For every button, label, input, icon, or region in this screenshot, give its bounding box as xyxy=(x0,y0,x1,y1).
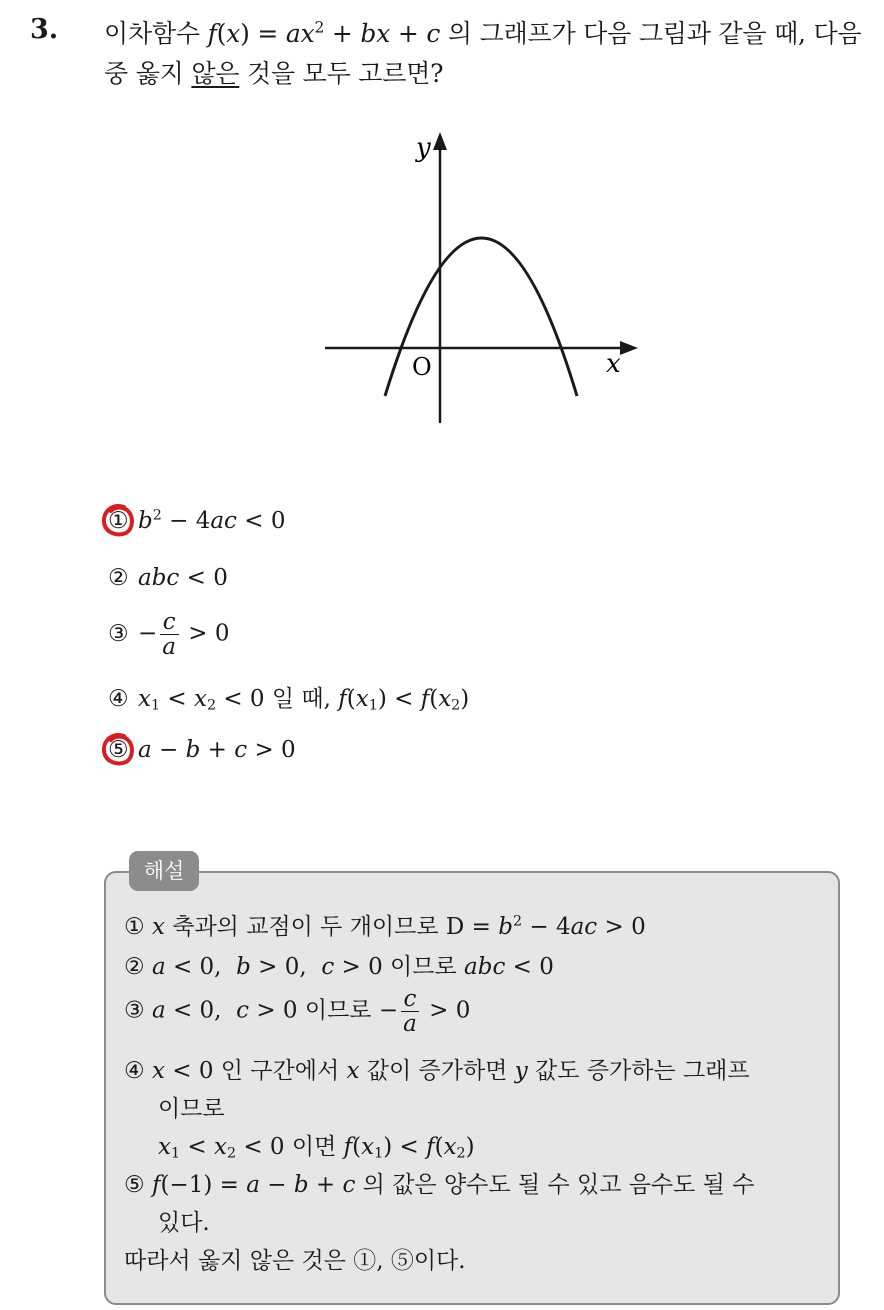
y-axis-arrow xyxy=(433,132,447,150)
y-label: y xyxy=(416,133,431,163)
question-number: 3. xyxy=(30,14,59,45)
solution-line-2: ② a < 0, b > 0, c > 0 이므로 abc < 0 xyxy=(124,954,554,980)
x-label: x xyxy=(606,349,621,379)
solution-line-5: ⑤ f(−1) = a − b + c 의 값은 양수도 될 수 있고 음수도 될 수 xyxy=(124,1172,755,1198)
solution-line-5b: 있다. xyxy=(158,1210,210,1236)
choice-1[interactable]: ① $b^2 - 4ac < 0$ xyxy=(108,507,286,534)
choice-4[interactable]: ④ $x_1 < x_2 < 0$ 일 때, $f(x_1) < f(x_2)$ xyxy=(108,686,470,714)
solution-line-3: ③ a < 0, c > 0 이므로 − $\frac{c}{a}$ > 0 xyxy=(124,986,471,1038)
x-axis-arrow xyxy=(620,341,638,355)
choice-5-circle-mark xyxy=(100,731,136,767)
parabola-graph xyxy=(320,128,650,428)
solution-conclusion: 따라서 옳지 않은 것은 ①, ⑤이다. xyxy=(124,1248,466,1274)
solution-line-1: ① x 축과의 교점이 두 개이므로 $D = b^2 - 4ac > 0$ xyxy=(124,913,646,940)
question-line-2: 중 옳지 않은 것을 모두 고르면? xyxy=(104,59,444,88)
choice-3[interactable]: ③ − $\frac{c}{a}$ > 0 xyxy=(108,609,230,661)
underlined-word: 않은 xyxy=(191,59,240,88)
question-line-1: 이차함수 $f(x) = ax^2$ + bx + c 의 그래프가 다음 그림과 같을 때, 다음 xyxy=(104,18,862,48)
choice-1-circle-mark xyxy=(100,502,136,538)
solution-line-4c: $x_1 < x_2 < 0$ 이면 $f(x_1) < f(x_2)$ xyxy=(158,1134,475,1162)
solution-tag: 해설 xyxy=(129,851,199,891)
solution-line-4: ④ x < 0 인 구간에서 x 값이 증가하면 y 값도 증가하는 그래프 xyxy=(124,1058,750,1084)
solution-line-4b: 이므로 xyxy=(158,1096,225,1122)
origin-label: O xyxy=(412,353,432,381)
choice-2[interactable]: ② abc < 0 xyxy=(108,565,228,591)
choice-5[interactable]: ⑤ a − b + c > 0 xyxy=(108,737,296,763)
